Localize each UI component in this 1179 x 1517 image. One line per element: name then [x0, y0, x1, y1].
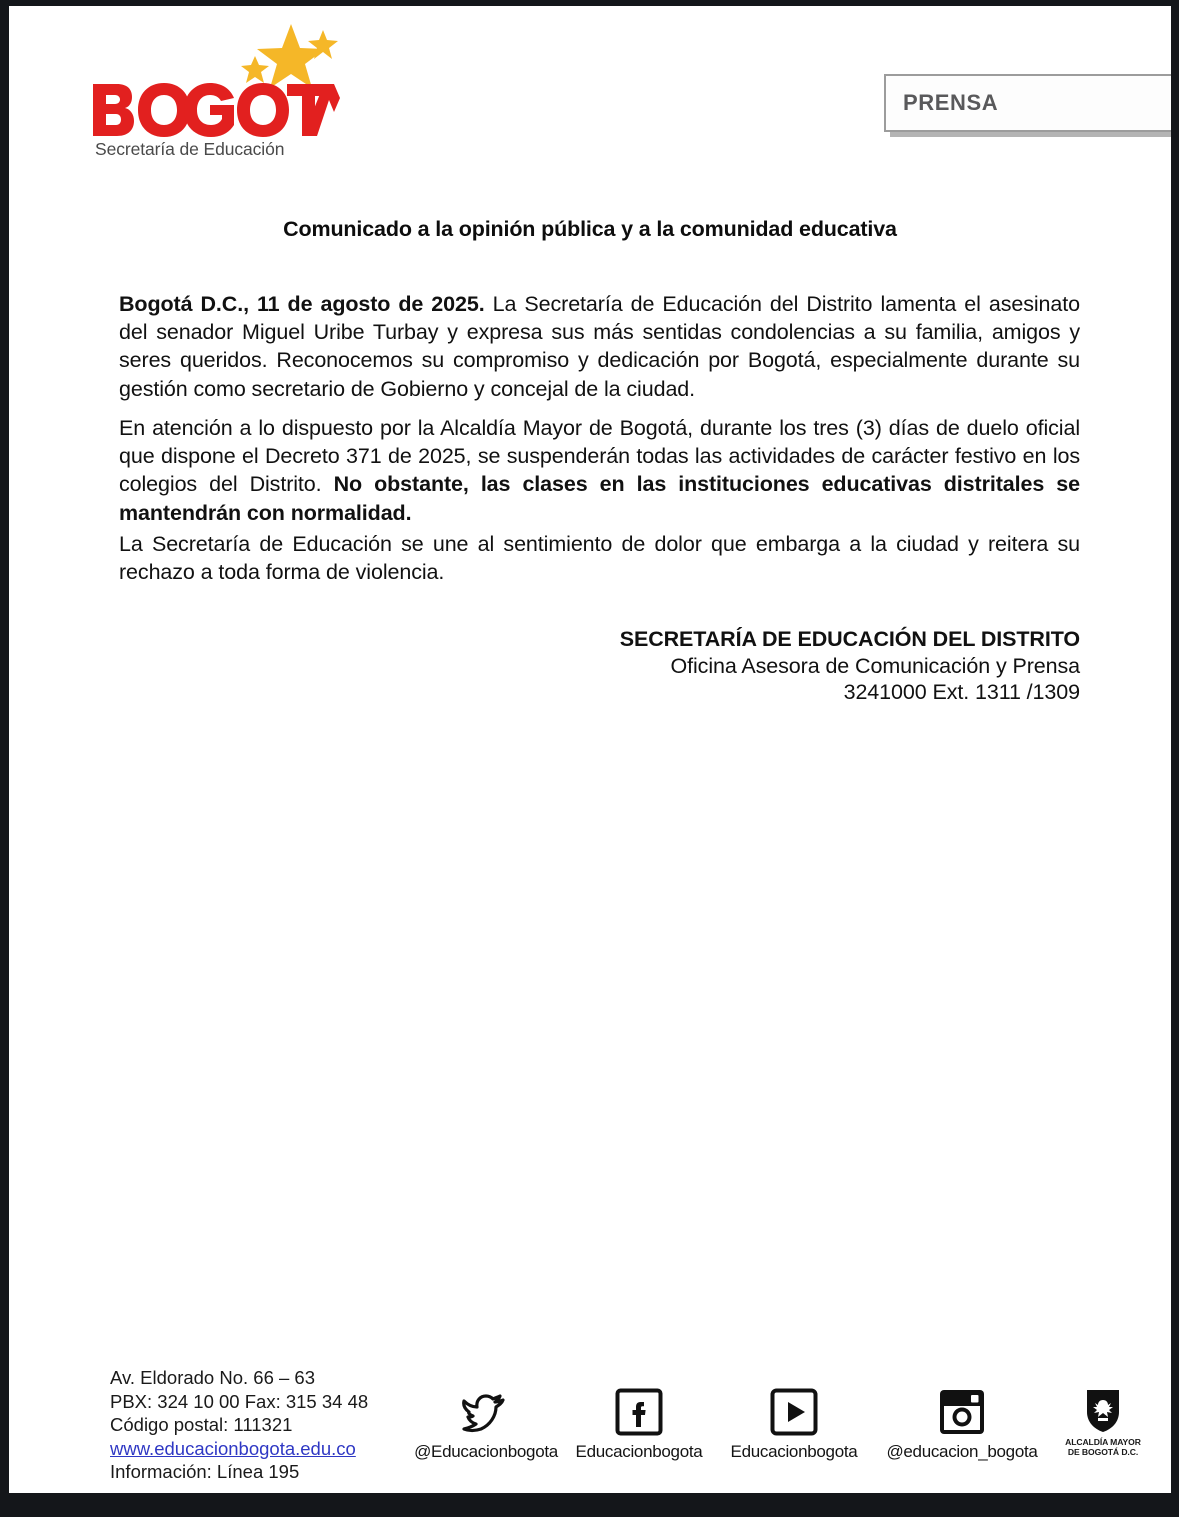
social-youtube[interactable]: [699, 1386, 889, 1462]
document-page: [9, 6, 1171, 1493]
paragraph-two-emphasis: No obstante, las clases en las instituciones educativas distritales se mantendrán con normalidad.: [119, 472, 1081, 525]
paragraph-one: [119, 290, 1080, 403]
alcaldia-label-line-1: ALCALDÍA MAYOR: [1065, 1437, 1141, 1447]
alcaldia-label-line-2: DE BOGOTÁ D.C.: [1067, 1447, 1139, 1457]
bogota-wordmark: [91, 82, 341, 138]
social-facebook-label: Educacionbogota: [575, 1442, 703, 1461]
page-title: Comunicado a la opinión pública y a la comunidad educativa: [283, 217, 897, 241]
contact-address: Av. Eldorado No. 66 – 63: [110, 1367, 316, 1388]
social-instagram[interactable]: [867, 1386, 1057, 1462]
alcaldia-shield-icon: [1057, 1388, 1149, 1434]
prensa-header-box: [884, 74, 1171, 132]
contact-postal-code: Código postal: 111321: [110, 1414, 293, 1435]
logo-subtitle: Secretaría de Educación: [95, 139, 285, 159]
contact-pbx: PBX: 324 10 00 Fax: 315 34 48: [110, 1390, 369, 1412]
alcaldia-mayor-logo: [1057, 1388, 1149, 1457]
document-footer: [9, 1346, 1171, 1493]
contact-info-line: Información: Línea 195: [110, 1461, 300, 1482]
signature-organization: SECRETARÍA DE EDUCACIÓN DEL DISTRITO: [619, 627, 1080, 651]
instagram-camera-icon: [867, 1386, 1057, 1436]
youtube-play-icon: [699, 1386, 889, 1436]
paragraph-one-lead: Bogotá D.C., 11 de agosto de 2025.: [119, 292, 485, 316]
social-twitter-label: @Educacionbogota: [414, 1442, 558, 1461]
paragraph-three: La Secretaría de Educación se une al sentimiento de dolor que embarga a la ciudad y reitera su rechazo a toda forma de violencia.: [119, 532, 1080, 585]
signature-block: [309, 626, 1080, 706]
social-instagram-label: @educacion_bogota: [886, 1442, 1038, 1461]
paragraph-one-body: La Secretaría de Educación del Distrito lamenta el asesinato del senador Miguel Uribe Turbay y expresa sus más sentidas condolencias a su familia, amigos y seres queridos. Reconocemos su compromiso y dedicación por Bogotá, especialmente durante su gestión como secretario de Gobierno y concejal de la ciudad.: [119, 292, 1080, 401]
social-youtube-label: Educacionbogota: [730, 1442, 858, 1461]
signature-phone: 3241000 Ext. 1311 /1309: [843, 680, 1080, 704]
alcaldia-label: [1057, 1437, 1149, 1457]
contact-block: [110, 1366, 368, 1484]
signature-office: Oficina Asesora de Comunicación y Prensa: [670, 653, 1080, 678]
paragraph-two: [119, 414, 1080, 527]
paragraph-two-text: En atención a lo dispuesto por la Alcaldía Mayor de Bogotá, durante los tres (3) días de duelo oficial que dispone el Decreto 371 de 2025, se suspenderán todas las actividades de carácter festivo en los colegios del Distrito.: [119, 416, 1080, 497]
prensa-label: PRENSA: [903, 90, 999, 115]
bogota-secretaria-logo: [91, 20, 341, 165]
document-header: [9, 6, 1171, 176]
contact-website-link[interactable]: www.educacionbogota.edu.co: [110, 1437, 356, 1459]
